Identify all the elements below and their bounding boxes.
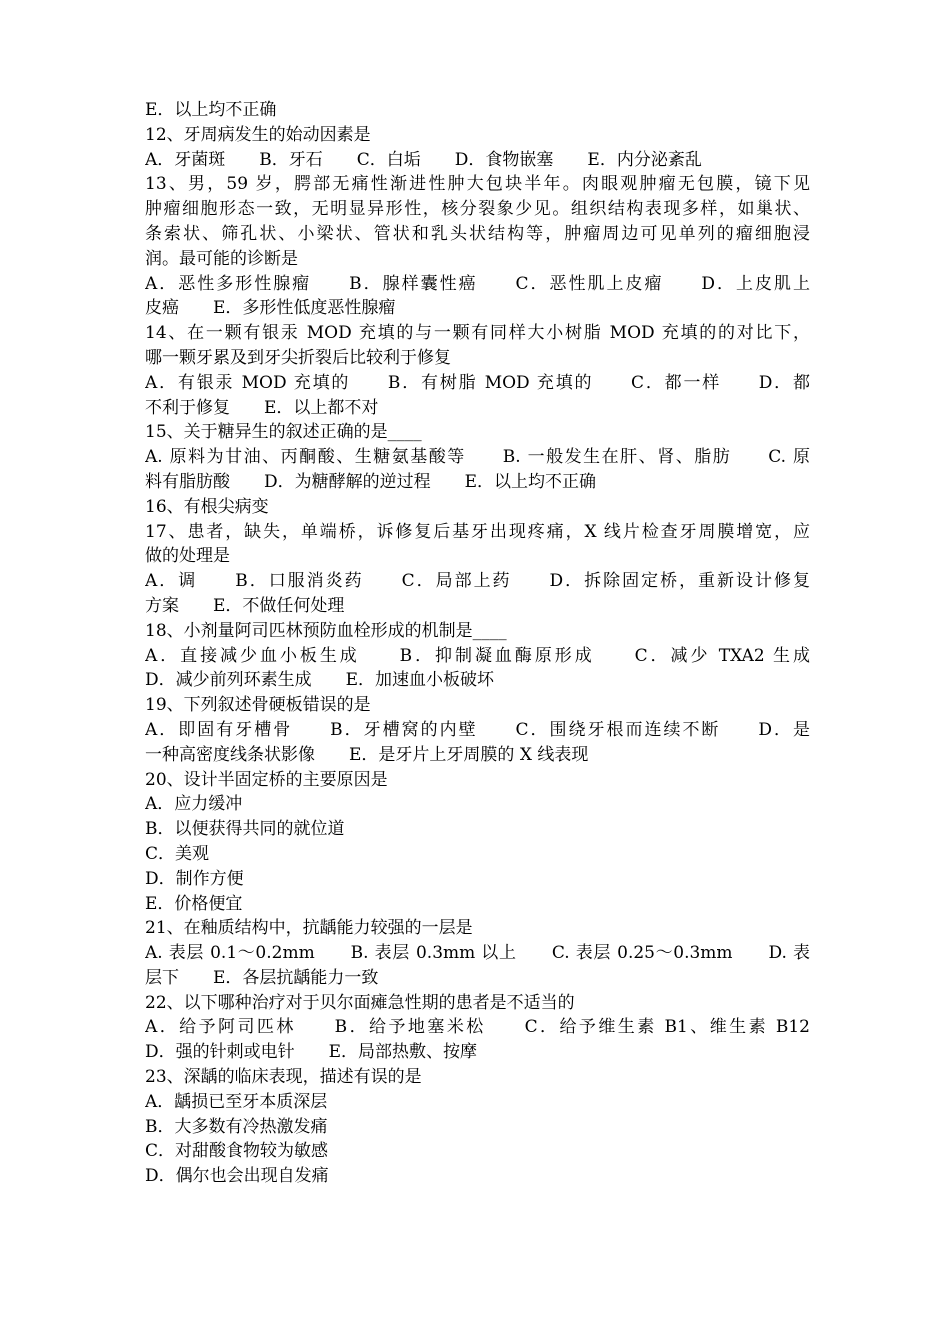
text-line: 一种高密度线条状影像 E．是牙片上牙周膜的 X 线表现 (145, 744, 589, 765)
text-line: 16、有根尖病变 (145, 496, 269, 517)
text-line: A．应力缓冲 (145, 794, 243, 815)
text-line: A．恶性多形性腺瘤 B．腺样囊性癌 C．恶性肌上皮瘤 D．上皮肌上 (145, 273, 810, 294)
text-line: 方案 E．不做任何处理 (145, 595, 345, 616)
text-line: A．直接减少血小板生成 B．抑制凝血酶原形成 C．减少 TXA2 生成 (145, 645, 810, 666)
text-line: D．强的针刺或电针 E．局部热敷、按摩 (145, 1042, 478, 1063)
text-line: 22、以下哪种治疗对于贝尔面瘫急性期的患者是不适当的 (145, 992, 575, 1013)
text-line: A．调 B．口服消炎药 C．局部上药 D．拆除固定桥，重新设计修复 (145, 571, 810, 592)
text-line: 层下 E．各层抗龋能力一致 (145, 967, 379, 988)
document-page (145, 98, 810, 1189)
text-line: 17、患者，缺失，单端桥，诉修复后基牙出现疼痛，X 线片检查牙周膜增宽，应 (145, 521, 810, 542)
text-line: 做的处理是 (145, 546, 230, 567)
text-line: 肿瘤细胞形态一致，无明显异形性，核分裂象少见。组织结构表现多样，如巢状、 (145, 199, 810, 220)
text-line: 料有脂肪酸 D．为糖酵解的逆过程 E．以上均不正确 (145, 471, 597, 492)
text-line: A．牙菌斑 B．牙石 C．白垢 D．食物嵌塞 E．内分泌紊乱 (145, 149, 702, 170)
text-line: D．制作方便 (145, 868, 244, 889)
text-line: A．给予阿司匹林 B．给予地塞米松 C．给予维生素 B1、维生素 B12 (145, 1017, 810, 1038)
text-line: 13、男，59 岁，腭部无痛性渐进性肿大包块半年。肉眼观肿瘤无包膜，镜下见 (145, 174, 810, 195)
text-line: A. 原料为甘油、丙酮酸、生糖氨基酸等 B. 一般发生在肝、肾、脂肪 C. 原 (145, 447, 810, 468)
text-line: D．减少前列环素生成 E．加速血小板破坏 (145, 670, 495, 691)
text-line: A．有银汞 MOD 充填的 B．有树脂 MOD 充填的 C．都一样 D．都 (145, 372, 810, 393)
text-line: 条索状、筛孔状、小梁状、管状和乳头状结构等，肿瘤周边可见单列的瘤细胞浸 (145, 223, 810, 244)
text-line: 23、深龋的临床表现，描述有误的是 (145, 1067, 422, 1088)
text-line: A. 表层 0.1～0.2mm B. 表层 0.3mm 以上 C. 表层 0.25～0.3mm D. 表 (145, 943, 810, 964)
text-line: C．美观 (145, 843, 210, 864)
text-line: 15、关于糖异生的叙述正确的是____ (145, 422, 422, 443)
text-line: E．以上均不正确 (145, 100, 277, 120)
text-line: 润。最可能的诊断是 (145, 248, 298, 269)
text-line: 18、小剂量阿司匹林预防血栓形成的机制是____ (145, 620, 507, 641)
text-line: 哪一颗牙累及到牙尖折裂后比较利于修复 (145, 347, 451, 368)
text-line: 14、在一颗有银汞 MOD 充填的与一颗有同样大小树脂 MOD 充填的的对比下， (145, 323, 810, 344)
text-line: E．价格便宜 (145, 893, 243, 914)
text-line: A．龋损已至牙本质深层 (145, 1091, 328, 1112)
text-line: B．大多数有冷热激发痛 (145, 1116, 328, 1137)
text-line: 21、在釉质结构中，抗龋能力较强的一层是 (145, 918, 473, 939)
text-line: C．对甜酸食物较为敏感 (145, 1141, 329, 1162)
text-line: 19、下列叙述骨硬板错误的是 (145, 695, 371, 716)
text-line: A．即固有牙槽骨 B．牙槽窝的内壁 C．围绕牙根而连续不断 D．是 (145, 719, 810, 740)
text-line: B．以便获得共同的就位道 (145, 819, 345, 840)
text-line: 12、牙周病发生的始动因素是 (145, 124, 371, 145)
text-line: 不利于修复 E．以上都不对 (145, 397, 379, 418)
text-line: 皮癌 E．多形性低度恶性腺瘤 (145, 298, 396, 319)
text-line: D．偶尔也会出现自发痛 (145, 1166, 329, 1187)
text-line: 20、设计半固定桥的主要原因是 (145, 769, 388, 790)
